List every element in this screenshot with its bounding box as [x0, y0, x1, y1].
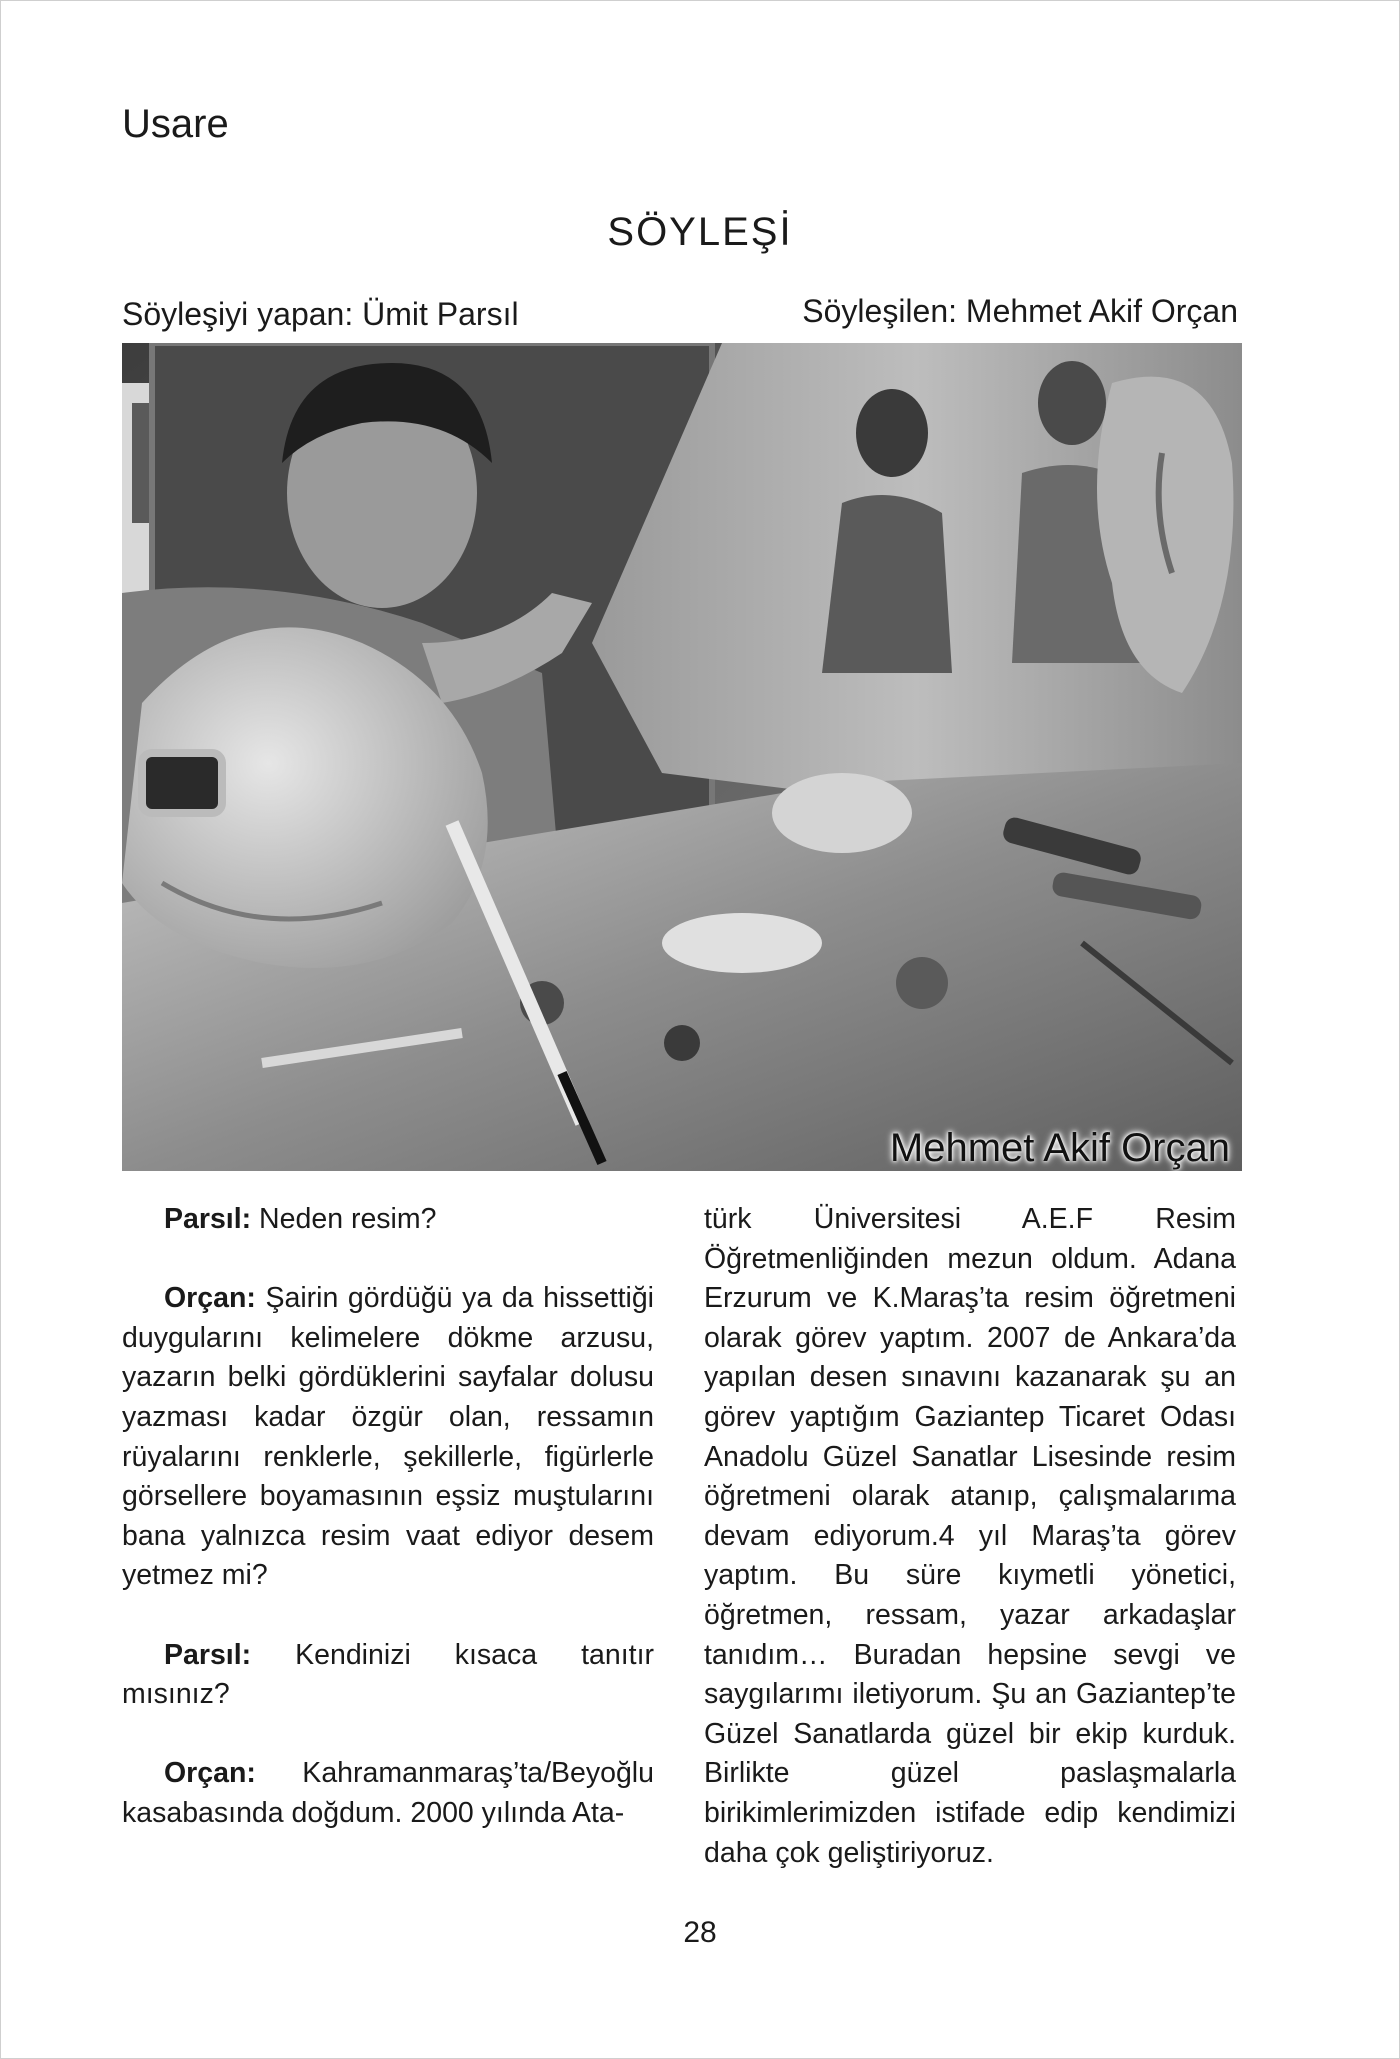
answer-paragraph: [122, 1279, 654, 1596]
question-paragraph: [122, 1200, 654, 1240]
answer-text: Şairin gördüğü ya da hissettiği duygularını kelimelere dökme arzusu, yazarın belki gördüklerini sayfalar dolusu yazması kadar özgür olan, ressamın rüyalarını renklerle, şekillerle, figürlerle görsellere boyamasının eşsiz muştularını bana yalnızca resim vaat ediyor desem yetmez mi?: [122, 1282, 654, 1592]
section-title: SÖYLEŞİ: [607, 210, 793, 254]
artist-painting-photo-illustration: [122, 343, 1242, 1171]
interviewee-credit: Söyleşilen: Mehmet Akif Orçan: [802, 293, 1238, 329]
interviewer-credit: Söyleşiyi yapan: Ümit Parsıl: [122, 296, 519, 332]
speaker-name: Parsıl:: [164, 1203, 252, 1235]
speaker-name: Orçan:: [164, 1757, 256, 1790]
artist-photo: [122, 343, 1242, 1171]
answer-continued-paragraph: türk Üniversitesi A.E.F Resim Öğretmenliğinden mezun oldum. Adana Erzurum ve K.Maraş’ta resim öğretmeni olarak görev yaptım. 2007 de Ankara’da yapılan desen sınavını kazanarak şu an görev yaptığım Gaziantep Ticaret Odası Anadolu Güzel Sanatlar Lisesinde resim öğretmeni olarak atanıp, çalışmalarıma devam ediyorum.4 yıl Maraş’ta görev yaptım. Bu süre kıymetli yönetici, öğretmen, ressam, yazar arkadaşlar tanıdım… Buradan hepsine sevgi ve saygılarımı iletiyorum. Şu an Gaziantep’te Güzel Sanatlarda güzel bir ekip kurduk. Birlikte güzel paslaşmalarla birikimlerimizden istifade edip kendimizi daha çok geliştiriyoruz.: [704, 1203, 1236, 1869]
speaker-name: Parsıl:: [164, 1638, 252, 1671]
answer-paragraph: [122, 1754, 654, 1833]
magazine-title: Usare: [122, 102, 229, 146]
question-text: Kendinizi kısaca tanıtır mısınız?: [122, 1638, 654, 1711]
text-column-right: [704, 1200, 1236, 1873]
page-number: 28: [683, 1916, 717, 1949]
photo-caption: Mehmet Akif Orçan: [889, 1126, 1230, 1170]
answer-text: Kahramanmaraş’ta/Beyoğlu kasabasında doğdum. 2000 yılında Ata-: [122, 1757, 654, 1829]
speaker-name: Orçan:: [164, 1282, 256, 1315]
question-paragraph: [122, 1636, 654, 1715]
text-column-left: [122, 1200, 654, 1834]
question-text: Neden resim?: [251, 1203, 437, 1235]
